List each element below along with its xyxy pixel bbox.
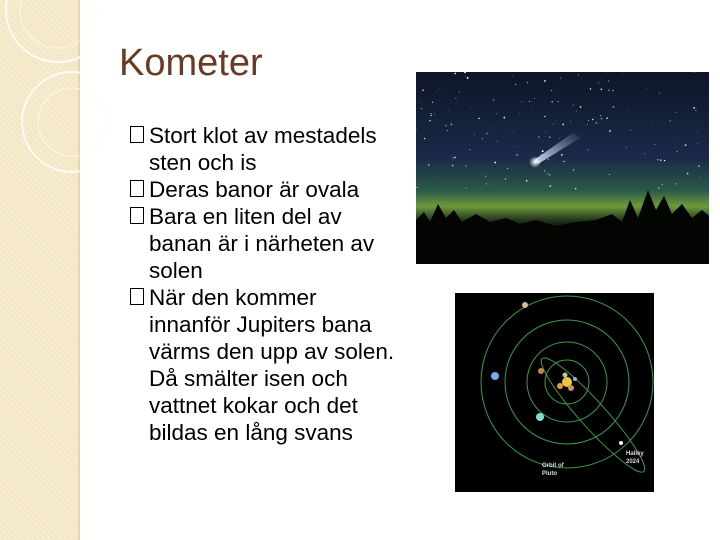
halley-label: Halley 2024 [626, 451, 644, 465]
bullet-list [130, 122, 402, 446]
bullet-text: Stort klot av mestadels sten och is [149, 123, 377, 175]
bullet-item [130, 122, 402, 176]
halley-orbit-diagram [455, 293, 654, 492]
slide-title: Kometer [119, 42, 263, 84]
tree-silhouette [416, 190, 709, 264]
bullet-text: När den kommer innanför Jupiters bana värms den upp av solen. Då smälter isen och vattnet kokar och det bildas en lång svans [149, 285, 395, 445]
comet-tail [534, 132, 580, 164]
comet-coma [529, 156, 541, 168]
bullet-item [130, 176, 402, 203]
hollow-square-bullet-icon [130, 180, 144, 197]
bullet-text: Deras banor är ovala [149, 177, 360, 202]
hollow-square-bullet-icon [130, 288, 144, 305]
hollow-square-bullet-icon [130, 126, 144, 143]
comet-night-sky-photo [416, 72, 709, 264]
bullet-item [130, 203, 402, 284]
bullet-text: Bara en liten del av banan är i närheten av solen [149, 204, 375, 283]
pluto-orbit-label: Orbit of Pluto [542, 463, 564, 477]
stars [416, 72, 700, 190]
bullet-item [130, 284, 402, 446]
hollow-square-bullet-icon [130, 207, 144, 224]
decorative-swirls [0, 0, 110, 200]
